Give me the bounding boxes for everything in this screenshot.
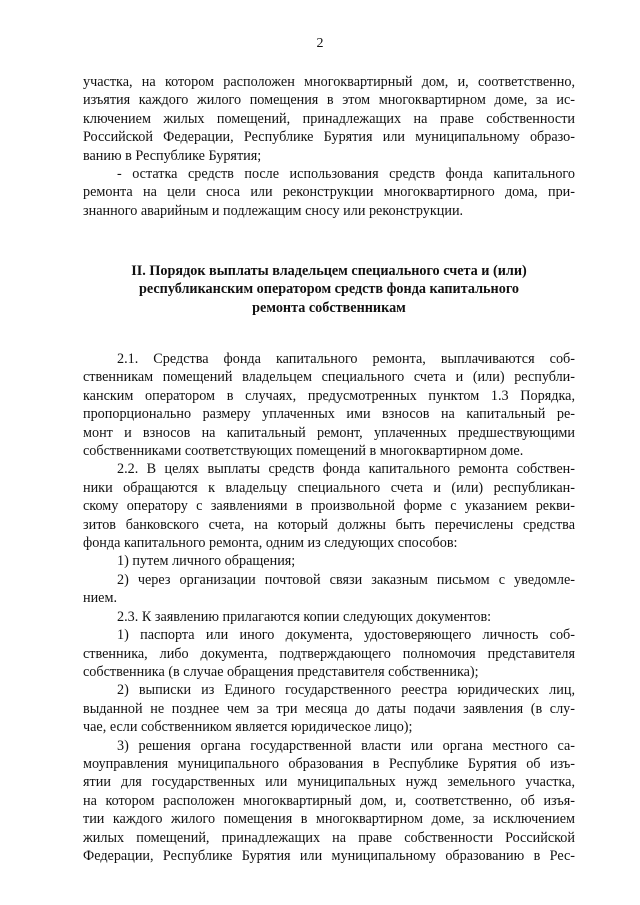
text-line: зитов банковского счета, на который должны быть перечислены средства — [83, 516, 575, 533]
text-line: жилых помещений, принадлежащих на праве собственности Российской — [83, 829, 575, 846]
text-line: 1) путем личного обращения; — [117, 553, 296, 570]
text-line: ственника, либо документа, подтверждающего полномочия представителя — [83, 645, 575, 662]
text-line: чае, если собственником является юридическое лицо); — [83, 719, 413, 736]
text-line: монт и взносов на капитальный ремонт, уплаченных предшествующими — [83, 424, 575, 441]
text-line: знанного аварийным и подлежащим сносу или реконструкции. — [83, 202, 464, 219]
text-line: ятии для государственных или муниципальных нужд земельного участка, — [83, 774, 575, 791]
text-line: 2.1. Средства фонда капитального ремонта, выплачиваются соб- — [117, 351, 575, 367]
text-line: 2) выписки из Единого государственного реестра юридических лиц, — [117, 682, 575, 699]
text-line: собственниками соответствующих помещений в многоквартирном доме. — [83, 443, 524, 460]
intro-paragraphs — [83, 73, 575, 220]
text-line: пропорционально размеру уплаченных ими взносов на капитальный ре- — [83, 406, 575, 423]
section-heading — [83, 262, 575, 317]
text-line: Федерации, Республике Бурятия или муниципальному образованию в Рес- — [83, 847, 575, 864]
text-line: - остатка средств после использования средств фонда капитального — [117, 166, 575, 183]
text-line: фонда капитального ремонта, одним из следующих способов: — [83, 535, 458, 552]
text-line: 2.3. К заявлению прилагаются копии следующих документов: — [117, 608, 492, 625]
text-line: 3) решения органа государственной власти или органа местного са- — [117, 737, 575, 754]
text-line: тии каждого жилого помещения в многоквартирном доме, за исключением — [83, 811, 575, 828]
text-line: ванию в Республике Бурятия; — [83, 147, 262, 164]
section-paragraphs — [83, 350, 575, 865]
text-line: моуправления муниципального образования в Республике Бурятия об изъ- — [83, 755, 575, 772]
text-line: ключением жилых помещений, принадлежащих на праве собственности — [83, 110, 575, 127]
page-number: 2 — [316, 36, 324, 51]
text-line: нием. — [83, 590, 118, 607]
text-line: изъятия каждого жилого помещения в этом многоквартирном доме, за ис- — [83, 92, 575, 109]
heading-line: ремонта собственникам — [252, 299, 406, 316]
text-line: ники обращаются к владельцу специального счета и (или) республикан- — [83, 479, 575, 496]
text-line: ственникам помещений владельцем специального счета и (или) республи- — [83, 369, 575, 386]
text-line: выданной не позднее чем за три месяца до даты подачи заявления (в слу- — [83, 700, 575, 717]
text-line: Российской Федерации, Республике Бурятия или муниципальному образо- — [83, 129, 575, 146]
text-line: 2.2. В целях выплаты средств фонда капитального ремонта собствен- — [117, 461, 575, 478]
text-line: 1) паспорта или иного документа, удостоверяющего личность соб- — [117, 627, 575, 644]
text-line: канским оператором в случаях, предусмотренных пунктом 1.3 Порядка, — [83, 387, 575, 404]
text-line: участка, на котором расположен многоквартирный дом, и, соответственно, — [83, 74, 575, 90]
text-line: ремонта на цели сноса или реконструкции многоквартирного дома, при- — [83, 184, 575, 201]
text-line: собственника (в случае обращения представителя собственника); — [83, 663, 479, 680]
heading-line: II. Порядок выплаты владельцем специального счета и (или) — [131, 263, 527, 279]
text-line: скому оператору с заявлениями в произвольной форме с указанием рекви- — [83, 498, 575, 515]
text-line: 2) через организации почтовой связи заказным письмом с уведомле- — [117, 571, 575, 588]
heading-line: республиканским оператором средств фонда капитального — [138, 281, 520, 298]
text-line: на котором расположен многоквартирный дом, и, соответственно, об изъя- — [83, 792, 575, 809]
